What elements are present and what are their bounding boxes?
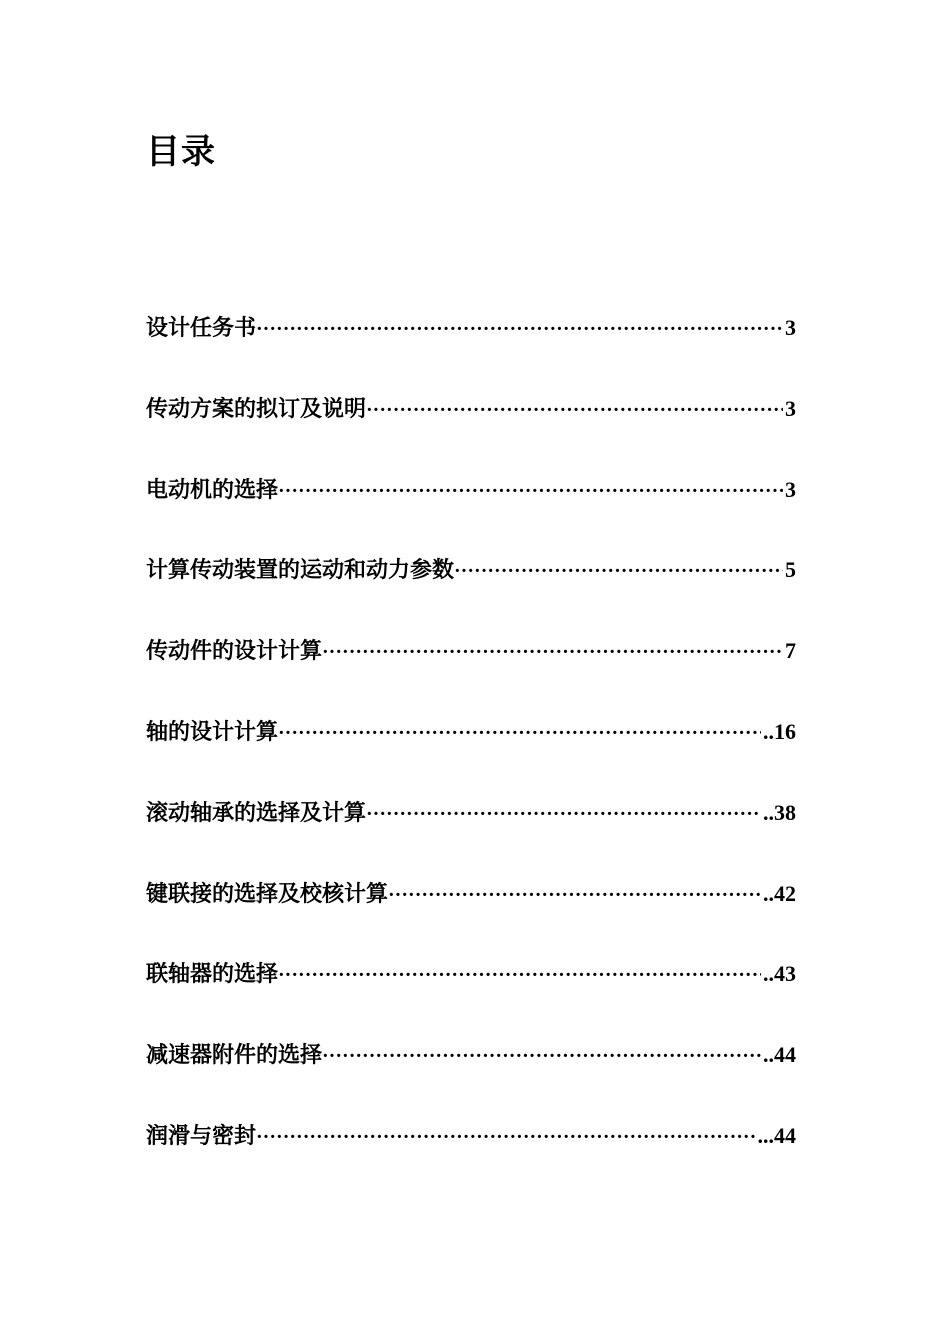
toc-line bbox=[146, 1033, 796, 1077]
toc-entry[interactable] bbox=[146, 387, 806, 468]
toc-line bbox=[146, 548, 796, 592]
toc-entry[interactable] bbox=[146, 306, 806, 387]
toc-entry-page: ..43 bbox=[763, 961, 796, 987]
toc-dot-leader bbox=[278, 469, 783, 512]
toc-entry[interactable] bbox=[146, 468, 806, 549]
toc-line bbox=[146, 1114, 796, 1158]
toc-dot-leader bbox=[322, 630, 783, 673]
toc-dot-leader bbox=[366, 792, 761, 835]
toc-entry[interactable] bbox=[146, 710, 806, 791]
toc-line bbox=[146, 629, 796, 673]
toc-entry-page: ..42 bbox=[763, 880, 796, 906]
toc-entry-page: ..16 bbox=[763, 718, 796, 744]
toc-entry-page: 7 bbox=[785, 638, 796, 664]
toc-line bbox=[146, 952, 796, 996]
toc-line bbox=[146, 791, 796, 835]
toc-dot-leader bbox=[256, 307, 783, 350]
table-of-contents bbox=[146, 306, 806, 1195]
toc-entry-label: 滚动轴承的选择及计算 bbox=[146, 800, 367, 826]
toc-entry-page: 5 bbox=[785, 557, 796, 583]
toc-entry[interactable] bbox=[146, 629, 806, 710]
toc-entry[interactable] bbox=[146, 548, 806, 629]
toc-dot-leader bbox=[454, 549, 783, 592]
toc-dot-leader bbox=[278, 711, 761, 754]
page-title: 目录 bbox=[146, 132, 216, 172]
toc-entry-page: 3 bbox=[785, 395, 796, 421]
toc-dot-leader bbox=[366, 388, 783, 431]
toc-entry-label: 联轴器的选择 bbox=[146, 962, 279, 988]
toc-line bbox=[146, 468, 796, 512]
toc-entry-label: 轴的设计计算 bbox=[146, 719, 279, 745]
toc-entry-page: ..38 bbox=[763, 799, 796, 825]
toc-entry[interactable] bbox=[146, 952, 806, 1033]
toc-dot-leader bbox=[278, 953, 761, 996]
toc-entry[interactable] bbox=[146, 791, 806, 872]
toc-entry-page: ...44 bbox=[757, 1122, 796, 1148]
toc-entry-page: 3 bbox=[785, 315, 796, 340]
toc-entry-label: 传动方案的拟订及说明 bbox=[146, 396, 367, 422]
toc-dot-leader bbox=[388, 873, 761, 916]
toc-entry-label: 电动机的选择 bbox=[146, 477, 279, 503]
toc-entry-label: 计算传动装置的运动和动力参数 bbox=[146, 558, 455, 584]
toc-dot-leader bbox=[322, 1034, 761, 1077]
toc-entry-label: 传动件的设计计算 bbox=[146, 639, 323, 665]
toc-entry-label: 减速器附件的选择 bbox=[146, 1043, 323, 1069]
toc-entry-page: 3 bbox=[785, 476, 796, 502]
toc-line bbox=[146, 387, 796, 431]
toc-entry[interactable] bbox=[146, 1114, 806, 1195]
toc-entry-label: 设计任务书 bbox=[146, 316, 257, 341]
toc-entry[interactable] bbox=[146, 1033, 806, 1114]
toc-entry[interactable] bbox=[146, 872, 806, 953]
toc-line bbox=[146, 710, 796, 754]
toc-line bbox=[146, 872, 796, 916]
toc-dot-leader bbox=[256, 1115, 755, 1158]
toc-entry-page: ..44 bbox=[763, 1042, 796, 1068]
toc-entry-label: 键联接的选择及校核计算 bbox=[146, 881, 389, 907]
toc-line bbox=[146, 306, 796, 350]
toc-entry-label: 润滑与密封 bbox=[146, 1123, 257, 1149]
